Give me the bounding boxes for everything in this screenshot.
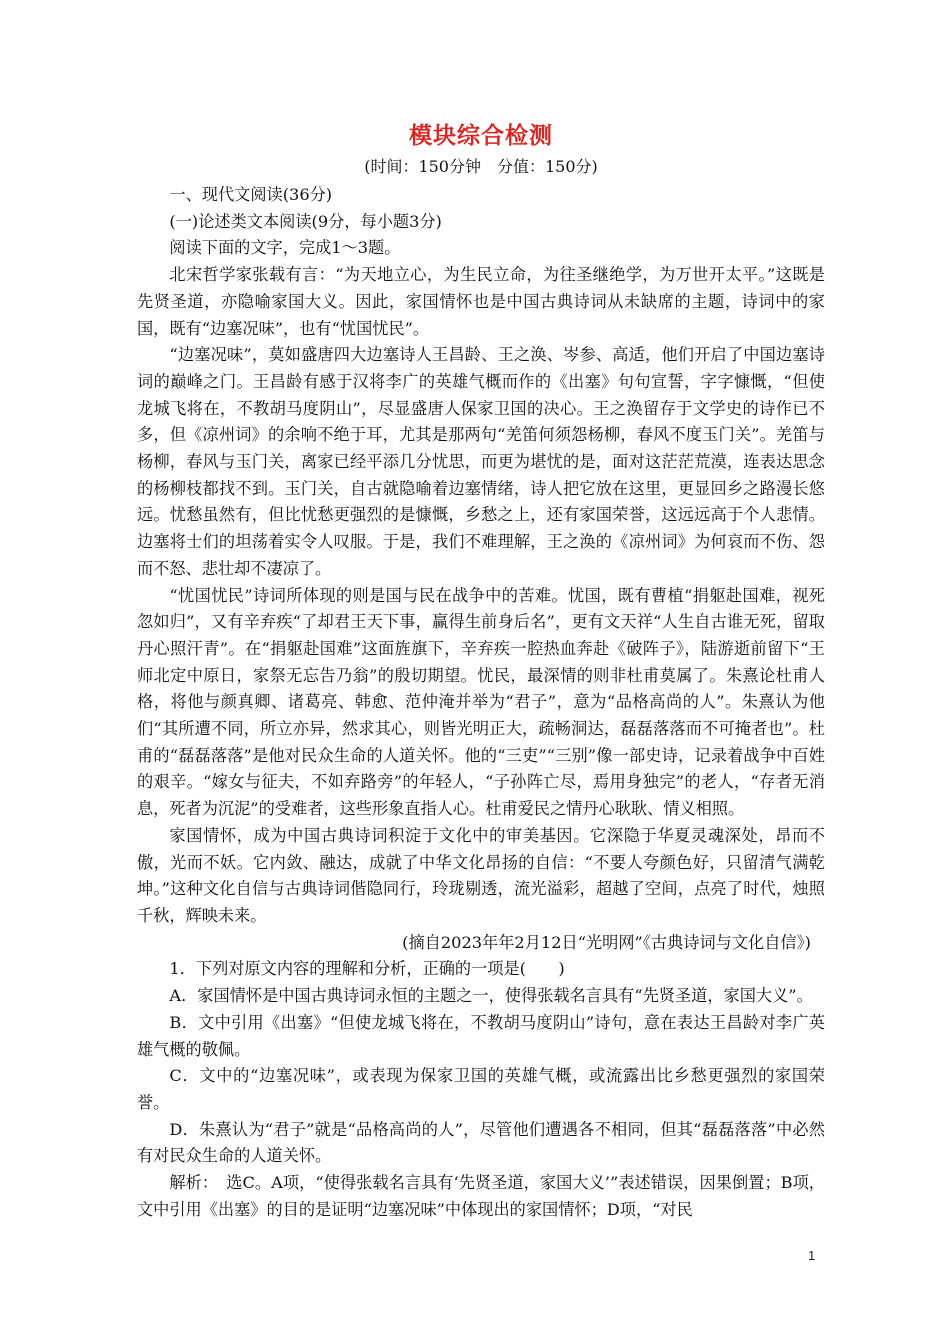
passage-paragraph-2: “边塞况味”，莫如盛唐四大边塞诗人王昌龄、王之涣、岑参、高适，他们开启了中国边塞诗词的巅峰之门。王昌龄有感于汉将李广的英雄气概而作的《出塞》句句宣誓，字字慷慨，“但使龙城飞将在，不教胡马度阴山”，尽显盛唐人保家卫国的决心。王之涣留存于文学史的诗作已不多，但《凉州词》的余响不绝于耳，尤其是那两句“羌笛何须怨杨柳，春风不度玉门关”。羌笛与杨柳，春风与玉门关，离家已经平添几分忧思，而更为堪忧的是，面对这茫茫荒漠，连表达思念的杨柳枝都找不到。玉门关，自古就隐喻着边塞情绪，诗人把它放在这里，更显回乡之路漫长悠远。忧愁虽然有，但比忧愁更强烈的是慷慨，乡愁之上，还有家国荣誉，这远远高于个人悲情。边塞将士们的坦荡着实令人叹服。于是，我们不难理解，王之涣的《凉州词》为何哀而不伤、怨而不怒、悲壮却不凄凉了。 xyxy=(137,345,825,578)
question-1-option-c: C．文中的“边塞况味”，或表现为保家卫国的英雄气概，或流露出比乡愁更强烈的家国荣誉。 xyxy=(137,1066,825,1112)
exam-time-score: (时间：150分钟 分值：150分) xyxy=(364,157,598,176)
section-heading: 一、现代文阅读(36分) xyxy=(169,185,333,204)
passage-source: (摘自2023年年2月12日“光明网”《古典诗词与文化自信》) xyxy=(402,932,811,952)
document-page xyxy=(137,118,825,1223)
subsection-heading: (一)论述类文本阅读(9分，每小题3分) xyxy=(169,211,442,231)
question-1-option-d: D．朱熹认为“君子”就是“品格高尚的人”，尽管他们遭遇各不相同，但其“磊磊落落”中必然有对民众生命的人道关怀。 xyxy=(137,1119,825,1166)
question-1-stem: 1．下列对原文内容的理解和分析，正确的一项是( ) xyxy=(169,959,565,979)
page-number: 1 xyxy=(808,1248,816,1263)
question-1-analysis: 解析： 选C。A项，“使得张载名言具有‘先贤圣道，家国大义’”表述错误，因果倒置；B项，文中引用《出塞》的目的是证明“边塞况味”中体现出的家国情怀；D项，“对民 xyxy=(137,1173,825,1219)
document-title: 模块综合检测 xyxy=(409,122,553,149)
passage-paragraph-3: “忧国忧民”诗词所体现的则是国与民在战争中的苦难。忧国，既有曹植“捐躯赴国难，视死忽如归”，又有辛弃疾“了却君王天下事，赢得生前身后名”，更有文天祥“人生自古谁无死，留取丹心照汗青”。在“捐躯赴国难”这面旌旗下，辛弃疾一腔热血奔赴《破阵子》，陆游逝前留下“王师北定中原日，家祭无忘告乃翁”的殷切期望。忧民，最深情的则非杜甫莫属了。朱熹论杜甫人格，将他与颜真卿、诸葛亮、韩愈、范仲淹并举为“君子”，意为“品格高尚的人”。朱熹认为他们“其所遭不同，所立亦异，然求其心，则皆光明正大，疏畅洞达，磊磊落落而不可掩者也”。杜甫的“磊磊落落”是他对民众生命的人道关怀。他的“三吏”“三别”像一部史诗，记录着战争中百姓的艰辛。“嫁女与征夫，不如弃路旁”的年轻人，“子孙阵亡尽，焉用身独完”的老人，“存者无消息，死者为沉泥”的受难者，这些形象直指人心。杜甫爱民之情丹心耿耿、情义相照。 xyxy=(137,585,825,819)
question-1-option-b: B．文中引用《出塞》“但使龙城飞将在，不教胡马度阴山”诗句，意在表达王昌龄对李广英雄气概的敬佩。 xyxy=(137,1012,825,1059)
passage-paragraph-1: 北宋哲学家张载有言：“为天地立心，为生民立命，为往圣继绝学，为万世开太平。”这既是先贤圣道，亦隐喻家国大义。因此，家国情怀也是中国古典诗词从未缺席的主题，诗词中的家国，既有“边塞况味”，也有“忧国忧民”。 xyxy=(137,265,825,338)
question-1-option-a: A．家国情怀是中国古典诗词永恒的主题之一，使得张载名言具有“先贤圣道，家国大义”。 xyxy=(169,986,813,1006)
passage-paragraph-4: 家国情怀，成为中国古典诗词积淀于文化中的审美基因。它深隐于华夏灵魂深处，昂而不傲，光而不妖。它内敛、融达，成就了中华文化昂扬的自信：“不要人夸颜色好，只留清气满乾坤。”这种文化自信与古典诗词偕隐同行，玲珑剔透，流光溢彩，超越了空间，点亮了时代，烛照千秋，辉映未来。 xyxy=(137,825,825,925)
reading-instruction: 阅读下面的文字，完成1～3题。 xyxy=(169,238,401,258)
